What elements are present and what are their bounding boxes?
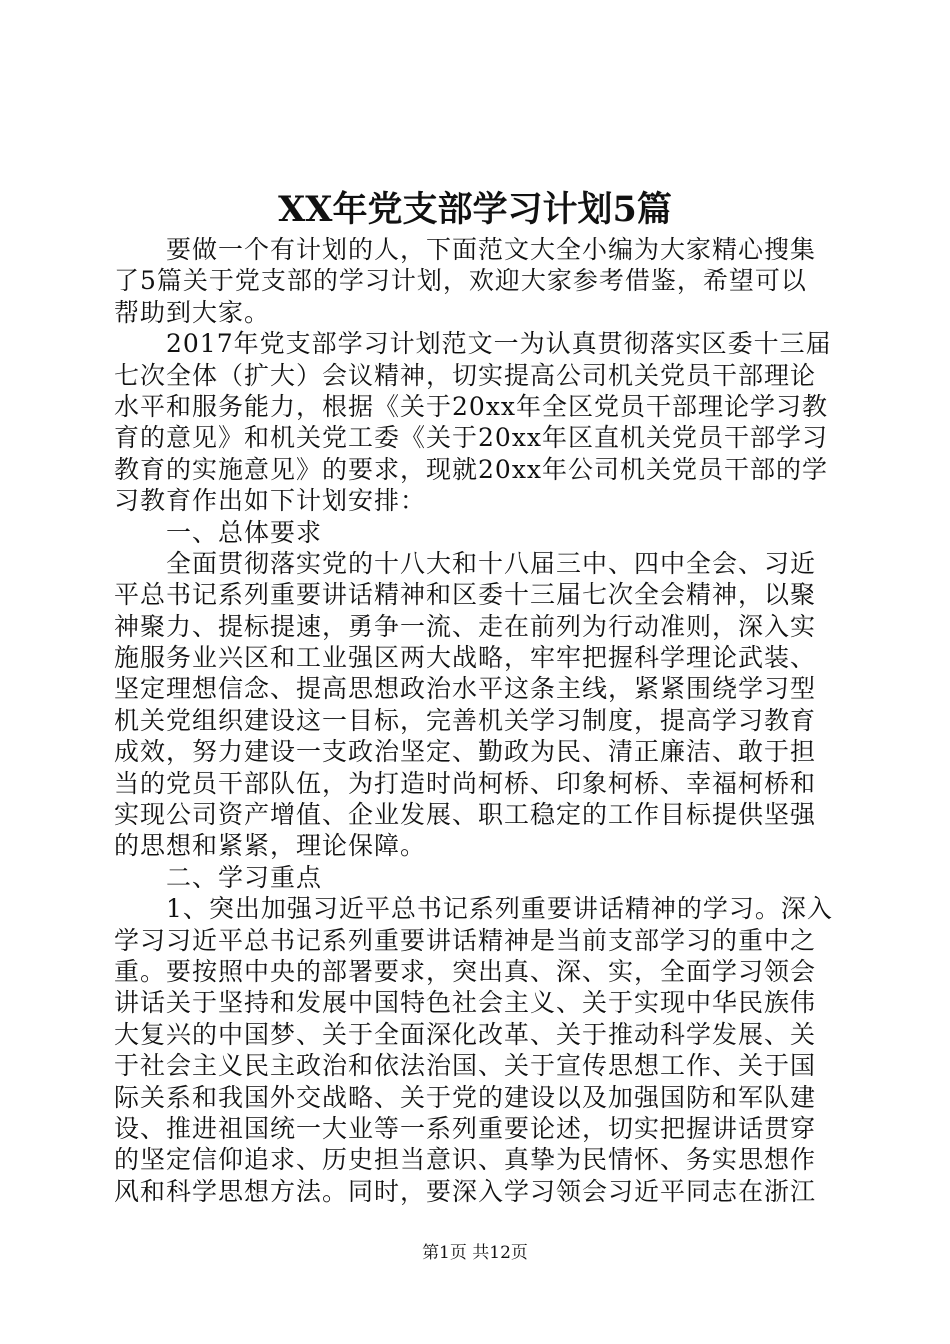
body-line: 育的意见》和机关党工委《关于20xx年区直机关党员干部学习 (114, 423, 829, 453)
section-heading: 二、学习重点 (114, 862, 323, 892)
body-line: 于社会主义民主政治和依法治国、关于宣传思想工作、关于国 (114, 1051, 817, 1081)
body-line: 水平和服务能力，根据《关于20xx年全区党员干部理论学习教 (114, 391, 829, 421)
body-line: 2017年党支部学习计划范文一为认真贯彻落实区委十三届 (114, 329, 832, 359)
body-line: 机关党组织建设这一目标，完善机关学习制度，提高学习教育 (114, 705, 817, 735)
body-line: 教育的实施意见》的要求，现就20xx年公司机关党员干部的学 (114, 454, 829, 484)
body-line: 1、突出加强习近平总书记系列重要讲话精神的学习。深入 (114, 894, 833, 924)
body-line: 大复兴的中国梦、关于全面深化改革、关于推动科学发展、关 (114, 1019, 817, 1049)
page-footer: 第1页 共12页 (422, 1243, 528, 1263)
body-line: 习教育作出如下计划安排： (114, 486, 427, 516)
body-line: 讲话关于坚持和发展中国特色社会主义、关于实现中华民族伟 (114, 988, 817, 1018)
body-line: 学习习近平总书记系列重要讲话精神是当前支部学习的重中之 (114, 925, 817, 955)
body-line: 的思想和紧紧，理论保障。 (114, 831, 427, 861)
body-line: 七次全体（扩大）会议精神，切实提高公司机关党员干部理论 (114, 360, 817, 390)
body-line: 设、推进祖国统一大业等一系列重要论述，切实把握讲话贯穿 (114, 1113, 817, 1143)
body-line: 平总书记系列重要讲话精神和区委十三届七次全会精神，以聚 (114, 580, 817, 610)
body-line: 重。要按照中央的部署要求，突出真、深、实，全面学习领会 (114, 956, 817, 986)
body-line: 坚定理想信念、提高思想政治水平这条主线，紧紧围绕学习型 (114, 674, 817, 704)
body-line: 际关系和我国外交战略、关于党的建设以及加强国防和军队建 (114, 1082, 817, 1112)
body-line: 神聚力、提标提速，勇争一流、走在前列为行动准则，深入实 (114, 611, 817, 641)
body-line: 当的党员干部队伍，为打造时尚柯桥、印象柯桥、幸福柯桥和 (114, 768, 817, 798)
section-heading: 一、总体要求 (114, 517, 323, 547)
body-line: 要做一个有计划的人，下面范文大全小编为大家精心搜集 (114, 235, 817, 264)
body-line: 实现公司资产增值、企业发展、职工稳定的工作目标提供坚强 (114, 800, 817, 830)
body-line: 全面贯彻落实党的十八大和十八届三中、四中全会、习近 (114, 548, 817, 578)
body-line: 了5篇关于党支部的学习计划，欢迎大家参考借鉴，希望可以 (114, 266, 807, 296)
body-line: 风和科学思想方法。同时，要深入学习领会习近平同志在浙江 (114, 1176, 817, 1206)
body-line: 成效，努力建设一支政治坚定、勤政为民、清正廉洁、敢于担 (114, 737, 817, 767)
body-line: 施服务业兴区和工业强区两大战略，牢牢把握科学理论武装、 (114, 643, 817, 673)
body-line: 的坚定信仰追求、历史担当意识、真挚为民情怀、务实思想作 (114, 1145, 817, 1175)
document-title: XX年党支部学习计划5篇 (278, 189, 672, 230)
body-line: 帮助到大家。 (114, 297, 271, 327)
document-body (114, 234, 836, 1207)
